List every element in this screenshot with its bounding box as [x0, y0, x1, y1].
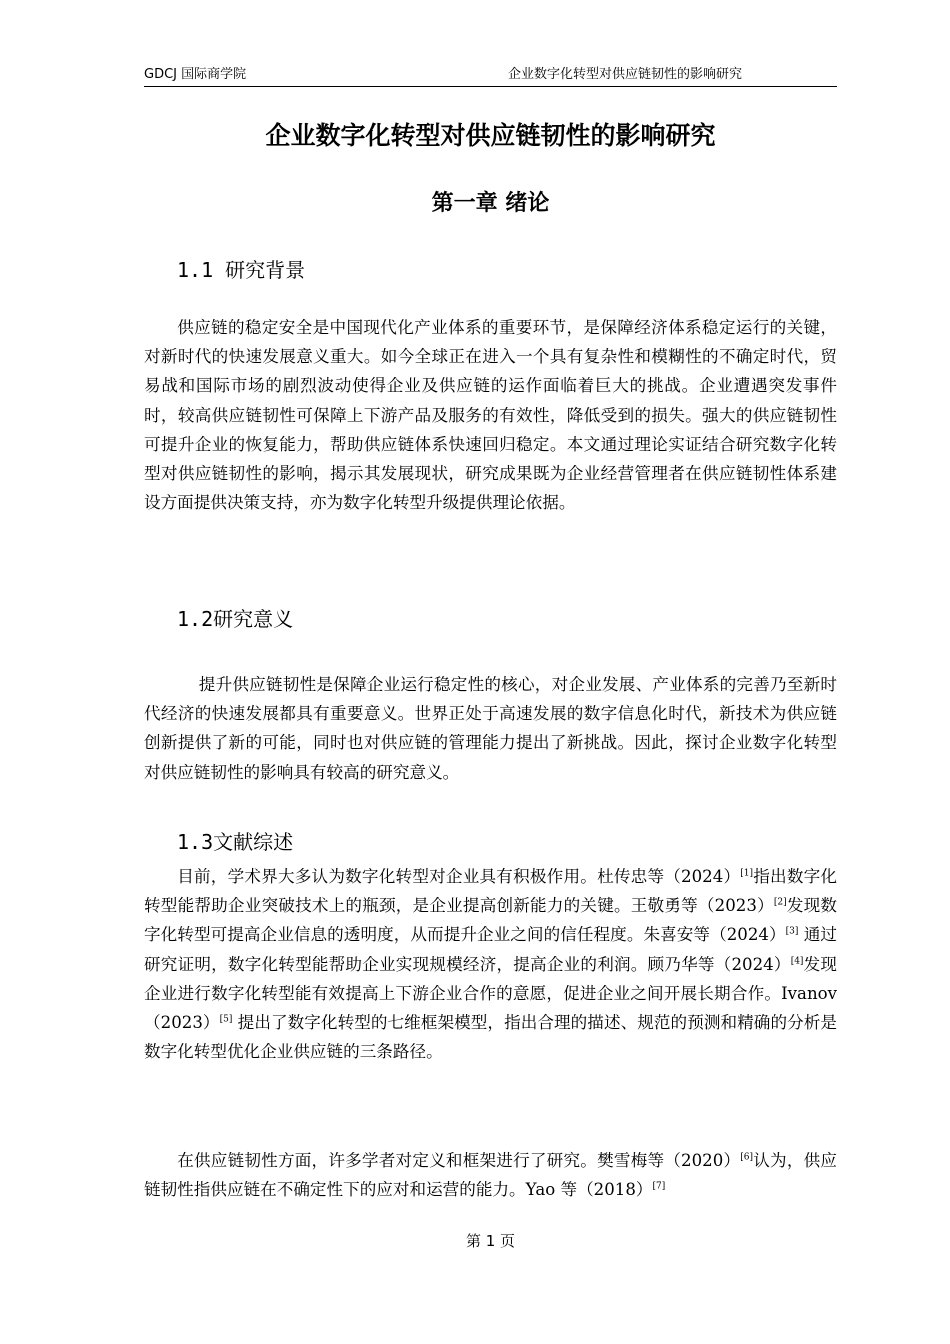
- paragraph-background: 供应链的稳定安全是中国现代化产业体系的重要环节，是保障经济体系稳定运行的关键，对新时代的快速发展意义重大。如今全球正在进入一个具有复杂性和模糊性的不确定时代，贸易战和国际市场的剧烈波动使得企业及供应链的运作面临着巨大的挑战。企业遭遇突发事件时，较高供应链韧性可保障上下游产品及服务的有效性，降低受到的损失。强大的供应链韧性可提升企业的恢复能力，帮助供应链体系快速回归稳定。本文通过理论实证结合研究数字化转型对供应链韧性的影响，揭示其发展现状，研究成果既为企业经营管理者在供应链韧性体系建设方面提供决策支持，亦为数字化转型升级提供理论依据。: [144, 318, 837, 513]
- citation-marker: [5]: [219, 1014, 233, 1025]
- paragraph-significance: 提升供应链韧性是保障企业运行稳定性的核心，对企业发展、产业体系的完善乃至新时代经济的快速发展都具有重要意义。世界正处于高速发展的数字信息化时代，新技术为供应链创新提供了新的可能，同时也对供应链的管理能力提出了新挑战。因此，探讨企业数字化转型对供应链韧性的影响具有较高的研究意义。: [144, 675, 837, 782]
- section-heading-literature-review: 1.3文献综述: [177, 830, 294, 854]
- paragraph-literature-digital: [144, 862, 837, 1066]
- text-run: 提出了数字化转型的七维框架模型，指出合理的描述、规范的预测和精确的分析是数字化转型优化企业供应链的三条路径。: [144, 1013, 837, 1062]
- citation-marker: [4]: [790, 956, 804, 967]
- citation-marker: [7]: [652, 1181, 666, 1192]
- text-run: 发现数字化转型可提高企业信息的透明度，从而提升企业之间的信任程度。朱喜安等（2024）: [144, 896, 837, 945]
- header-divider: [144, 86, 837, 87]
- running-header-right: 企业数字化转型对供应链韧性的影响研究: [508, 67, 743, 82]
- citation-marker: [3]: [785, 926, 799, 937]
- text-run: 目前，学术界大多认为数字化转型对企业具有积极作用。杜传忠等（2024）: [177, 867, 741, 886]
- chapter-heading: 第一章 绪论: [431, 191, 550, 216]
- citation-marker: [2]: [773, 897, 787, 908]
- running-header-left: GDCJ 国际商学院: [144, 67, 247, 82]
- section-heading-significance: 1.2研究意义: [177, 607, 294, 631]
- text-run: 发现企业进行数字化转型能有效提高上下游企业合作的意愿，促进企业之间开展长期合作。Ivanov（2023）: [144, 954, 838, 1033]
- citation-marker: [6]: [740, 1152, 754, 1163]
- paragraph-literature-resilience: [144, 1146, 837, 1204]
- text-run: 指出数字化转型能帮助企业突破技术上的瓶颈，是企业提高创新能力的关键。王敬勇等（2023）: [144, 867, 838, 916]
- text-run: 认为，供应链韧性指供应链在不确定性下的应对和运营的能力。Yao 等（2018）: [144, 1151, 838, 1200]
- citation-marker: [1]: [740, 868, 754, 879]
- text-run: 在供应链韧性方面，许多学者对定义和框架进行了研究。樊雪梅等（2020）: [177, 1151, 741, 1170]
- section-heading-background: 1.1 研究背景: [177, 258, 306, 282]
- page-number: 第 1 页: [465, 1232, 516, 1250]
- paper-title: 企业数字化转型对供应链韧性的影响研究: [265, 121, 716, 150]
- text-run: 通过研究证明，数字化转型能帮助企业实现规模经济，提高企业的利润。顾乃华等（2024）: [144, 925, 837, 974]
